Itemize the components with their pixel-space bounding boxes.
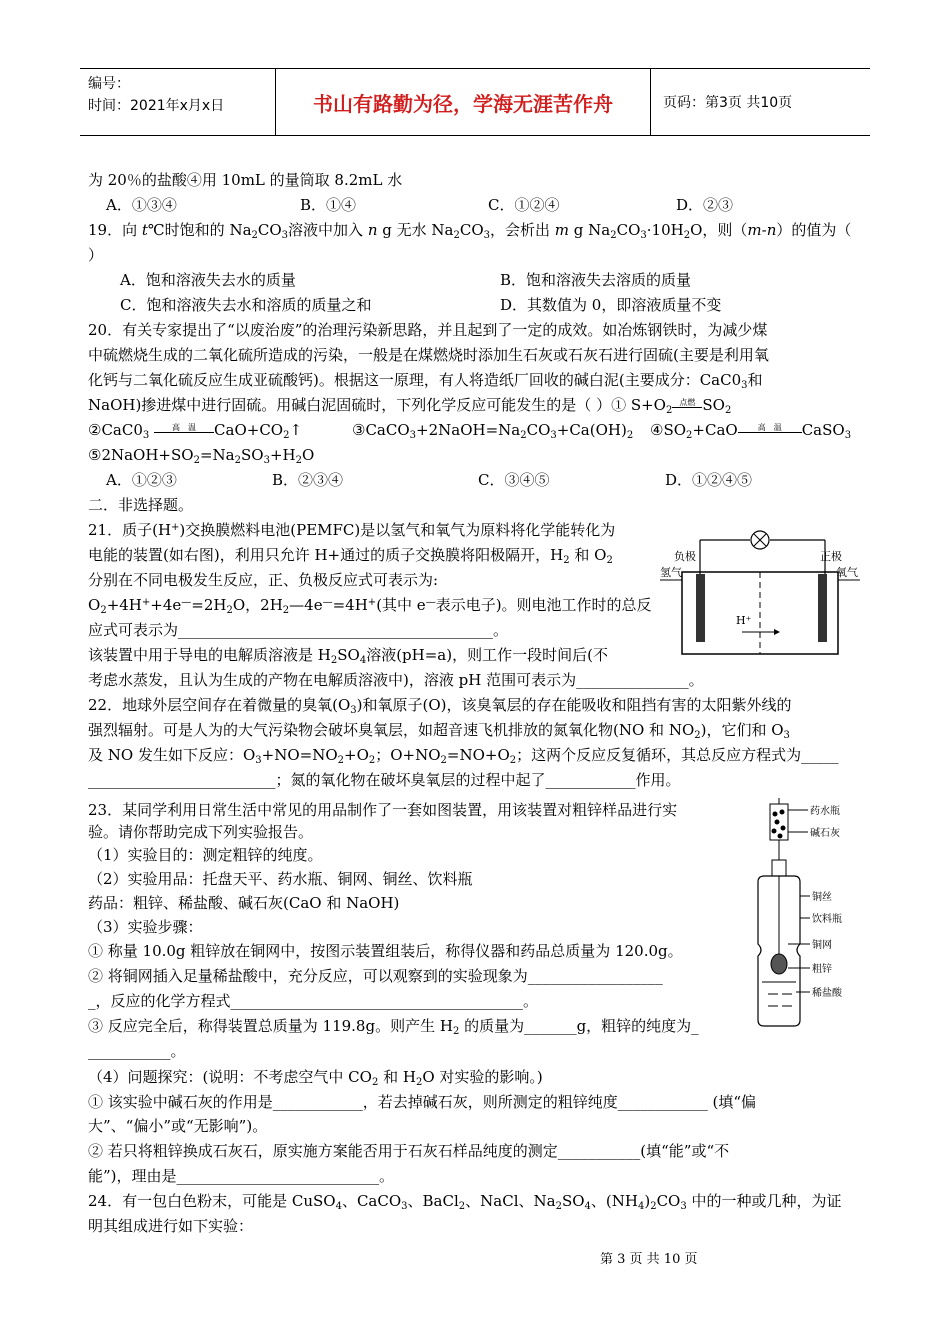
negative-electrode-label: 负极 — [674, 550, 696, 563]
arrow-right-icon — [774, 629, 780, 635]
q24-line-1: 24．有一包白色粉末，可能是 CuSO$_4$、CaCO$_3$、BaCl$_2$、NaCl、$Na_2SO_4$、$(NH_4)_2CO_3$ 中的一种或几种，为证 — [88, 1192, 842, 1212]
q20-line-3: 化钙与二氧化硫反应生成亚硫酸钙)。根据这一原理，有人将造纸厂回收的碱白泥(主要成分：$CaC0_3$和 — [88, 371, 763, 391]
q22-line-2: 强烈辐射。可是人为的大气污染物会破坏臭氧层，如超音速飞机排放的氮氧化物(NO 和 $NO_2$)，它们和 $O_3$ — [88, 721, 790, 741]
apparatus-diagram — [748, 798, 866, 1030]
q21-line-1: 21．质子(H+)交换膜燃料电池(PEMFC)是以氢气和氧气为原料将化学能转化为 — [88, 521, 616, 539]
copper-wire-label: 铜丝 — [812, 892, 832, 903]
q20-line-1: 20．有关专家提出了“以废治废”的治理污染新思路，并且起到了一定的成效。如冶炼钢铁时，为减少煤 — [88, 321, 768, 339]
lamp-icon — [751, 531, 769, 549]
q21-line-4: $O_2+4H^++4e^—=2H_2O$，$2H_2—4e^—=4H^+$(其中 e—表示电子)。则电池工作时的总反 — [88, 596, 652, 616]
q20-option-a: A．①②③ — [106, 471, 177, 489]
q21-line-5: 应式可表示为__________________________________________。 — [88, 621, 509, 639]
proton-ion-label: H⁺ — [736, 614, 752, 627]
positive-electrode-label: 正极 — [820, 550, 842, 563]
q23-line-2: 验。请你帮助完成下列实验报告。 — [88, 823, 314, 841]
q18-tail: 为 20％的盐酸④用 10mL 的量筒取 8.2mL 水 — [88, 171, 403, 189]
q23-line-1: 23．某同学利用日常生活中常见的用品制作了一套如图装置，用该装置对粗锌样品进行实 — [88, 801, 678, 819]
header-motto: 书山有路勤为径，学海无涯苦作舟 — [276, 69, 651, 135]
anode — [696, 574, 705, 642]
q23-line-9: _，反应的化学方程式_______________________________________。 — [88, 992, 539, 1010]
q20-reaction-5: $⑤2NaOH+SO_2=Na_2SO_3+H_2O$ — [88, 446, 315, 466]
q20-option-d: D．①②④⑤ — [665, 471, 753, 489]
q24-line-2: 明其组成进行如下实验： — [88, 1217, 254, 1235]
hydrogen-label: 氢气 — [660, 566, 682, 579]
q23-line-8: ② 将铜网插入足量稀盐酸中，充分反应，可以观察到的实验现象为__________________ — [88, 967, 663, 985]
cathode — [818, 574, 827, 642]
q23-line-13: ① 该实验中碱石灰的作用是____________，若去掉碱石灰，则所测定的粗锌纯度____________ (填“偏 — [88, 1093, 757, 1111]
high-temp-condition: 高 温 — [154, 424, 214, 438]
q22-line-1: 22．地球外层空间存在着微量的臭氧$(O_3)$和氧原子(O)，该臭氧层的存在能吸收和阻挡有害的太阳紫外线的 — [88, 696, 792, 716]
q22-line-3: 及 NO 发生如下反应：$O_3+NO=NO_2+O_2$；$O+NO_2=NO+O_2$；这两个反应反复循环，其总反应方程式为_____ — [88, 746, 839, 766]
q20-reaction-3: $③CaCO_3+2NaOH=Na_2CO_3+Ca(OH)_2$ — [352, 421, 634, 441]
q20-option-c: C．③④⑤ — [478, 471, 550, 489]
q19-option-c: C．饱和溶液失去水和溶质的质量之和 — [120, 296, 372, 314]
q19-option-b: B．饱和溶液失去溶质的质量 — [500, 271, 692, 289]
soda-lime-label: 碱石灰 — [810, 828, 840, 839]
page-footer: 第 3 页 共 10 页 — [600, 1252, 698, 1267]
q20-line-2: 中硫燃烧生成的二氧化硫所造成的污染，一般是在煤燃烧时添加生石灰或石灰石进行固硫(主要是利用氧 — [88, 346, 769, 364]
q23-line-3: （1）实验目的：测定粗锌的纯度。 — [88, 846, 323, 864]
q19-stem-end: ） — [88, 246, 104, 264]
q23-line-14: 大”、“偏小”或“无影响”)。 — [88, 1117, 268, 1135]
header-page-info: 页码：第3页 共10页 — [663, 95, 793, 111]
q20-line-4: NaOH)掺进煤中进行固硫。用碱白泥固硫时，下列化学反应可能发生的是（ ）① $S+O_2$ 点燃 $SO_2$ — [88, 396, 732, 416]
q19-stem: 19．向 t℃时饱和的 $Na_2CO_3$溶液中加入 n g 无水 $Na_2CO_3$，会析出 m g $Na_2CO_3\cdot 10H_2O$，则（m-n）的值为（ — [88, 221, 852, 241]
q20-reactions: $②CaC0_3$ 高 温 $CaO+CO_2↑$ — [88, 421, 303, 441]
q23-line-4: （2）实验用品：托盘天平、药水瓶、铜网、铜丝、饮料瓶 — [88, 870, 473, 888]
medicine-bottle-label: 药水瓶 — [810, 806, 840, 817]
copper-mesh-label: 铜网 — [812, 940, 832, 951]
q18-option-c: C．①②④ — [488, 196, 560, 214]
q18-option-b: B．①④ — [300, 196, 357, 214]
q21-line-2: 电能的装置(如右图)，利用只允许 H+通过的质子交换膜将阳极隔开，$H_2$ 和 $O_2$ — [88, 546, 613, 566]
section-heading: 二．非选择题。 — [88, 496, 194, 514]
q22-line-4: _________________________；氮的氧化物在破坏臭氧层的过程中起了____________作用。 — [88, 771, 681, 789]
high-temp-condition-2: 高 温 — [738, 424, 802, 438]
q21-line-7: 考虑水蒸发，且认为生成的产物在电解质溶液中)，溶液 pH 范围可表示为_______________。 — [88, 671, 704, 689]
q18-option-a: A．①③④ — [106, 196, 177, 214]
q23-line-15: ② 若只将粗锌换成石灰石，原实施方案能否用于石灰石样品纯度的测定___________(填“能”或“不 — [88, 1142, 730, 1160]
q23-line-11: ___________。 — [88, 1042, 186, 1060]
q20-option-b: B．②③④ — [272, 471, 344, 489]
q23-line-5: 药品：粗锌、稀盐酸、碱石灰(CaO 和 NaOH) — [88, 894, 400, 912]
q19-option-a: A．饱和溶液失去水的质量 — [120, 271, 296, 289]
dilute-hcl-label: 稀盐酸 — [812, 988, 842, 999]
q23-line-7: ① 称量 10.0g 粗锌放在铜网中，按图示装置组装后，称得仪器和药品总质量为 120.0g。 — [88, 942, 683, 960]
oxygen-label: 氧气 — [836, 566, 858, 579]
doc-number-label: 编号： — [88, 76, 130, 92]
crude-zinc-label: 粗锌 — [812, 964, 832, 975]
drink-bottle-label: 饮料瓶 — [812, 914, 842, 925]
doc-time-label: 时间：2021年x月x日 — [88, 98, 225, 114]
q23-line-10: ③ 反应完全后，称得装置总质量为 119.8g。则产生 $H_2$ 的质量为_______g，粗锌的纯度为_ — [88, 1017, 699, 1037]
q18-option-d: D．②③ — [676, 196, 734, 214]
ignite-condition: 点燃 — [672, 399, 702, 413]
q21-line-6: 该装置中用于导电的电解质溶液是 $H_2SO_4$溶液(pH=a)，则工作一段时间后(不 — [88, 646, 608, 666]
fuel-cell-diagram — [660, 520, 865, 662]
q19-option-d: D．其数值为 0，即溶液质量不变 — [500, 296, 722, 314]
header-meta — [80, 69, 276, 135]
copper-mesh — [771, 954, 787, 974]
q20-reaction-4: $④SO_2+CaO$ 高 温 CaSO$_3$ — [650, 421, 852, 441]
page-header — [80, 68, 870, 136]
q23-line-6: （3）实验步骤： — [88, 918, 203, 936]
q23-line-16: 能”)，理由是___________________________。 — [88, 1167, 395, 1185]
q21-line-3: 分别在不同电极发生反应，正、负极反应式可表示为: — [88, 571, 439, 589]
q23-line-12: （4）问题探究：(说明：不考虑空气中 $CO_2$ 和 $H_2O$ 对实验的影响。) — [88, 1068, 543, 1088]
